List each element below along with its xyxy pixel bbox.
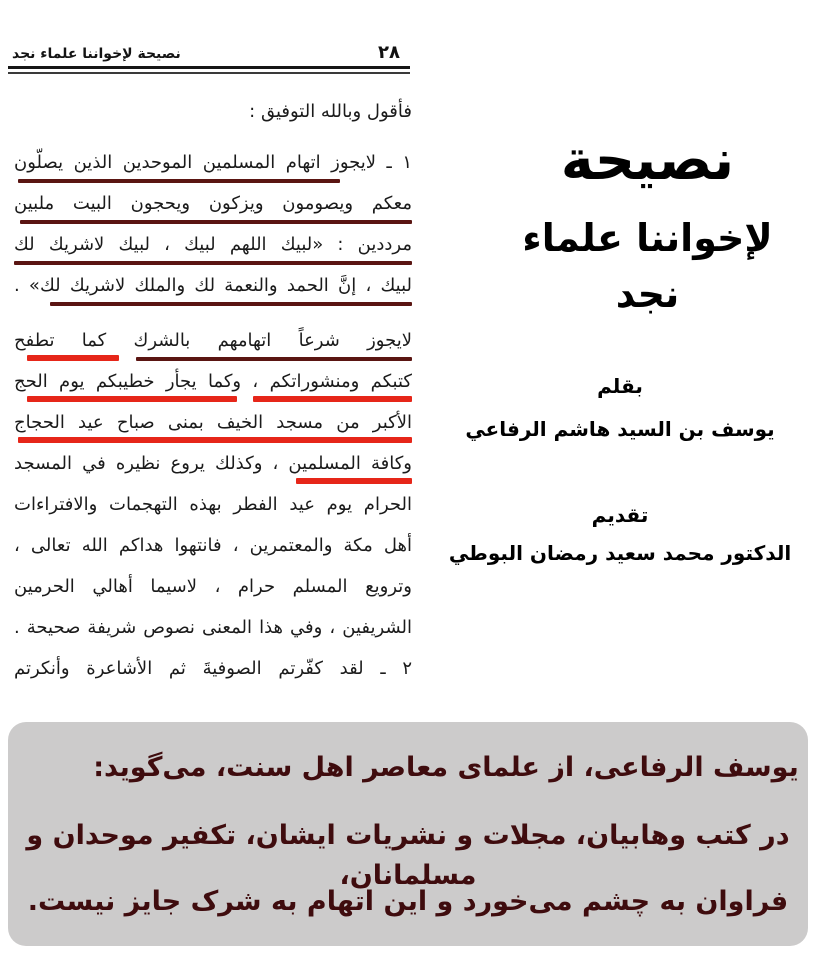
underline-red: [253, 396, 412, 402]
underline-red: [18, 437, 412, 443]
underline-dark: [18, 179, 340, 183]
body-line: [14, 266, 412, 307]
body-line: أهل مكة والمعتمرين ، فانتهوا هداكم الله تعالى ،: [14, 535, 412, 556]
running-title: نصيحة لإخواننا علماء نجد: [12, 46, 181, 62]
underline-dark: [14, 261, 412, 265]
header-rule: [8, 66, 410, 74]
underline-red: [27, 355, 119, 361]
author-name: يوسف بن السيد هاشم الرفاعي: [465, 417, 775, 441]
note-line: در کتب وهابیان، مجلات و نشریات ایشان، تکفیر موحدان و مسلمانان،: [26, 820, 790, 891]
body-line: [14, 143, 412, 184]
note-line: یوسف الرفاعی، از علمای معاصر اهل سنت، می‌گوید:: [93, 752, 799, 783]
book-title-line1: نصيحة: [560, 128, 735, 193]
body-line: ٢ ـ لقد كفّرتم الصوفيةَ ثم الأشاعرة وأنكرتم: [14, 658, 412, 679]
foreword-label: تقديم: [591, 503, 649, 527]
body-line: فأقول وبالله التوفيق :: [249, 101, 412, 122]
underline-dark: [20, 220, 412, 224]
body-line-text: الأكبر من مسجد الخيف بمنى صباح عيد الحجاج: [14, 412, 412, 433]
body-line: [14, 403, 412, 444]
body-line-text: معكم ويصومون ويزكون ويحجون البيت ملبين: [14, 193, 412, 214]
body-line: [14, 321, 412, 362]
body-line: [14, 444, 412, 485]
body-line: الشريفين ، وفي هذا المعنى نصوص شريفة صحيحة .: [14, 617, 412, 638]
body-line-text: لبيك ، إنَّ الحمد والنعمة لك والملك لاشريك لك» .: [14, 275, 412, 296]
body-line-text: وكافة المسلمين ، وكذلك يروع نظيره في المسجد: [14, 453, 412, 474]
underline-red: [27, 396, 237, 402]
note-line: فراوان به چشم می‌خورد و این اتهام به شرک جایز نیست.: [27, 886, 789, 917]
underline-red: [296, 478, 412, 484]
body-line: الحرام يوم عيد الفطر بهذه التهجمات والافتراءات: [14, 494, 412, 515]
byline-label: بقلم: [597, 374, 643, 398]
underline-dark: [136, 357, 412, 361]
cover-panel: [430, 0, 810, 700]
foreword-author-name: الدكتور محمد سعيد رمضان البوطي: [448, 541, 792, 565]
body-line: [14, 184, 412, 225]
page-number: ٢٨: [378, 42, 400, 63]
body-line: [14, 225, 412, 266]
body-line-text: ١ ـ لايجوز اتهام المسلمين الموحدين الذين يصلّون: [14, 152, 412, 173]
book-title-line2: لإخواننا علماء نجد: [522, 216, 773, 316]
underline-dark: [50, 302, 412, 306]
body-line-text: مرددين : «لبيك اللهم لبيك ، لبيك لاشريك لك: [14, 234, 412, 255]
body-line: [14, 362, 412, 403]
body-line-text: كتبكم ومنشوراتكم ، وكما يجأر خطيبكم يوم الحج: [14, 371, 412, 392]
body-line-text: لايجوز شرعاً اتهامهم بالشرك كما تطفح: [14, 330, 412, 351]
persian-note-box: [8, 722, 808, 946]
body-line: وترويع المسلم حرام ، لاسيما أهالي الحرمين: [14, 576, 412, 597]
